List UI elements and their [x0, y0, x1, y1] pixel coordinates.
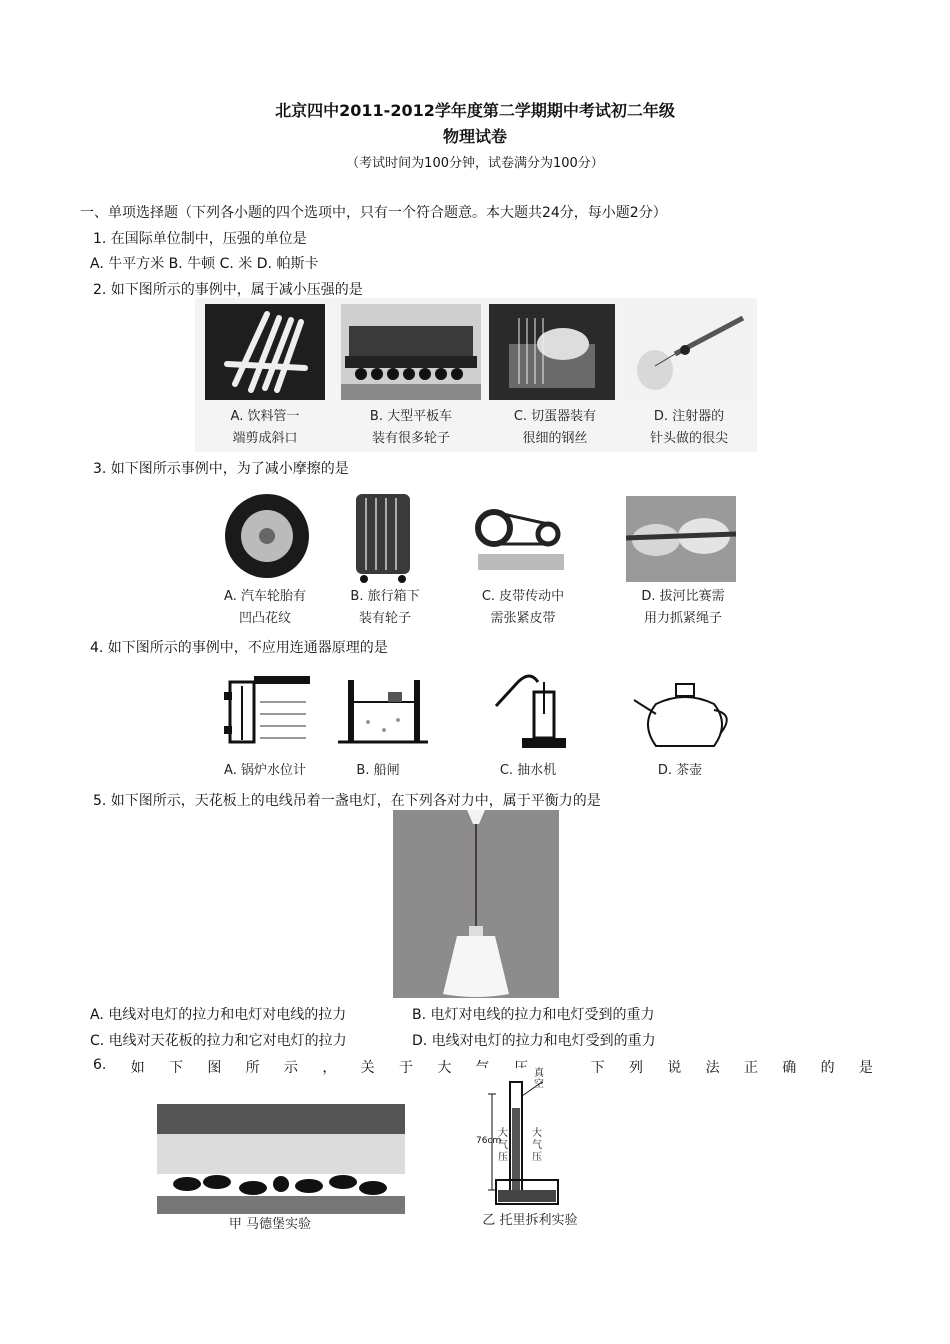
q2-caption-b: B. 大型平板车 装有很多轮子 — [369, 409, 453, 446]
q6-stem-char: 如 — [130, 1060, 145, 1076]
q2-caption-c: C. 切蛋器装有 很细的钢丝 — [513, 409, 597, 446]
q6-stem-char: 所 — [245, 1060, 260, 1076]
subject-title: 物理试卷 — [442, 127, 507, 146]
q3-caption-d: D. 拔河比赛需 用力抓紧绳子 — [641, 589, 725, 626]
q6-stem-char: 的 — [820, 1060, 835, 1076]
q5-option-d: D. 电线对电灯的拉力和电灯受到的重力 — [412, 1033, 656, 1049]
q6-stem-char: 法 — [705, 1060, 720, 1076]
q4-stem: 4. 如下图所示的事例中，不应用连通器原理的是 — [90, 640, 388, 656]
q1-options: A. 牛平方米 B. 牛顿 C. 米 D. 帕斯卡 — [90, 256, 319, 272]
q6-stem-char: 大 — [437, 1060, 452, 1076]
water-pump-diagram — [482, 662, 572, 756]
torricelli-experiment-diagram — [476, 1068, 568, 1208]
teapot-diagram — [630, 674, 740, 756]
exam-title: 北京四中2011-2012学年度第二学期期中考试初二年级 — [275, 101, 675, 120]
q6-stem-char: 是 — [858, 1060, 873, 1076]
suitcase-image — [350, 486, 416, 584]
q4-figure — [200, 660, 745, 784]
torricelli-height-label: 76cm — [476, 1136, 502, 1146]
q3-caption-b: B. 旅行箱下 装有轮子 — [350, 589, 420, 626]
torricelli-caption: 乙 托里拆利实验 — [482, 1213, 578, 1228]
torricelli-vacuum-label: 真空 — [534, 1068, 544, 1090]
torricelli-left-pressure-label: 大气压 — [498, 1128, 508, 1163]
torricelli-right-pressure-label: 大气压 — [532, 1128, 542, 1163]
q5-option-c: C. 电线对天花板的拉力和它对电灯的拉力 — [90, 1033, 347, 1049]
q6-stem-char: ， — [322, 1060, 337, 1076]
q6-stem-char: 图 — [207, 1060, 222, 1076]
exam-note: （考试时间为100分钟，试卷满分为100分） — [346, 156, 604, 171]
q4-caption-c: C. 抽水机 — [499, 763, 557, 778]
q4-caption-a: A. 锅炉水位计 — [224, 763, 306, 778]
flatbed-trailer-image — [341, 304, 481, 400]
q5-stem: 5. 如下图所示，天花板上的电线吊着一盏电灯，在下列各对力中，属于平衡力的是 — [93, 793, 601, 809]
q5-option-a: A. 电线对电灯的拉力和电灯对电线的拉力 — [90, 1007, 347, 1023]
q2-stem: 2. 如下图所示的事例中，属于减小压强的是 — [93, 282, 363, 298]
q6-stem-char: 于 — [398, 1060, 413, 1076]
tire-image — [222, 488, 312, 584]
q2-caption-a: A. 饮料管一 端剪成斜口 — [230, 409, 300, 446]
straws-image — [205, 304, 325, 400]
q1-stem: 1. 在国际单位制中，压强的单位是 — [93, 231, 307, 247]
q3-figure — [200, 484, 745, 632]
q6-stem-char: 关 — [360, 1060, 375, 1076]
egg-slicer-image — [489, 304, 615, 400]
belt-drive-image — [468, 494, 572, 580]
q3-stem: 3. 如下图所示事例中，为了减小摩擦的是 — [93, 461, 349, 477]
magdeburg-caption: 甲 马德堡实验 — [228, 1217, 312, 1232]
q6-stem-char: 示 — [284, 1060, 298, 1076]
tug-of-war-image — [626, 496, 736, 582]
q6-stem-char: 正 — [743, 1060, 758, 1076]
section-heading: 一、单项选择题（下列各小题的四个选项中，只有一个符合题意。本大题共24分，每小题2分） — [80, 205, 667, 221]
q6-stem-char: 下 — [590, 1060, 605, 1076]
q2-caption-d: D. 注射器的 针头做的很尖 — [649, 409, 728, 446]
q5-option-b: B. 电灯对电线的拉力和电灯受到的重力 — [412, 1007, 655, 1023]
ship-lock-diagram — [328, 662, 438, 756]
syringe-image — [625, 304, 751, 400]
q4-caption-d: D. 茶壶 — [657, 763, 703, 778]
boiler-gauge-diagram — [210, 662, 314, 756]
q6-stem-char: 6. — [93, 1057, 107, 1073]
q6-stem-char: 确 — [782, 1060, 797, 1076]
q6-stem-char: 说 — [667, 1060, 682, 1076]
magdeburg-experiment-image — [157, 1104, 405, 1214]
q2-figure — [195, 298, 757, 452]
q3-caption-c: C. 皮带传动中 需张紧皮带 — [481, 589, 565, 626]
q4-caption-b: B. 船闸 — [356, 763, 400, 778]
q6-stem-char: 列 — [628, 1060, 643, 1076]
hanging-lamp-image — [393, 810, 559, 998]
q6-stem-char: 下 — [169, 1060, 184, 1076]
q3-caption-a: A. 汽车轮胎有 凹凸花纹 — [224, 589, 306, 626]
